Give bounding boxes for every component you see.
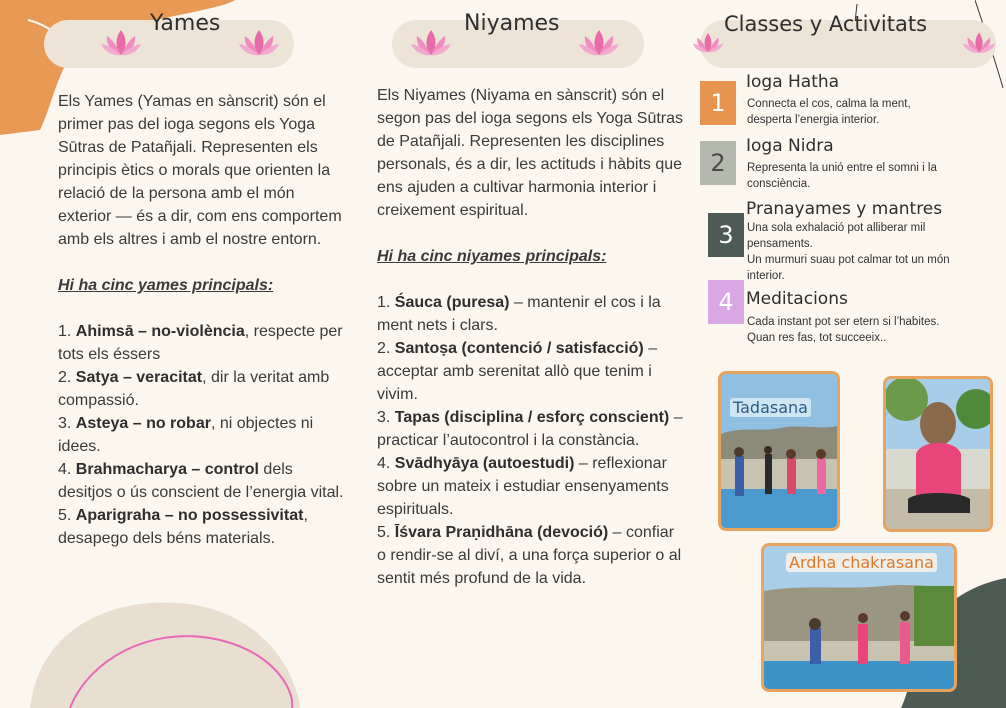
class-description: Representa la unió entre el somni i la consciència. xyxy=(747,162,937,190)
class-title: Meditacions xyxy=(746,289,848,309)
class-number-badge: 4 xyxy=(708,280,744,324)
list-item: 2. Satya – veracitat, dir la veritat amb compassió. xyxy=(58,369,330,409)
niyames-body xyxy=(377,84,683,590)
classes-title: Classes y Activitats xyxy=(724,12,928,36)
list-item: 1. Śauca (puresa) – mantenir el cos i la ment nets i clars. xyxy=(377,294,661,334)
class-number-badge: 2 xyxy=(700,141,736,185)
lotus-icon xyxy=(962,30,996,56)
yames-body xyxy=(58,90,348,550)
class-number-badge: 3 xyxy=(708,213,744,257)
lotus-icon xyxy=(410,28,452,58)
list-item: 3. Asteya – no robar, ni objectes ni idees. xyxy=(58,415,314,455)
niyames-subtitle: Hi ha cinc niyames principals: xyxy=(377,248,607,265)
list-item: 4. Brahmacharya – control dels desitjos o ús conscient de l’energia vital. xyxy=(58,461,344,501)
photo-label-tadasana: Tadasana xyxy=(730,398,811,417)
lotus-icon xyxy=(692,31,724,55)
list-item: 5. Īśvara Praṇidhāna (devoció) – confiar o rendir-se al diví, a una força superior o al sentit més profund de la vida. xyxy=(377,524,682,587)
class-description: Cada instant pot ser etern si l’habites. Quan res fas, tot succeeix.. xyxy=(747,316,940,344)
photo-seated-pose xyxy=(883,376,993,532)
yames-title: Yames xyxy=(150,11,221,36)
list-item: 2. Santoṣa (contenció / satisfacció) – acceptar amb serenitat allò que tenim i vivim. xyxy=(377,340,658,403)
lotus-icon xyxy=(238,28,280,58)
lotus-icon xyxy=(100,28,142,58)
class-description: Una sola exhalació pot alliberar mil pensaments. Un murmuri suau pot calmar tot un món interior. xyxy=(747,222,950,282)
list-item: 1. Ahimsā – no-violència, respecte per tots els éssers xyxy=(58,323,343,363)
list-item: 5. Aparigraha – no possessivitat, desapego dels béns materials. xyxy=(58,507,308,547)
lotus-icon xyxy=(578,28,620,58)
niyames-title: Niyames xyxy=(464,11,560,36)
class-title: Pranayames y mantres xyxy=(746,199,943,219)
yames-intro: Els Yames (Yamas en sànscrit) són el primer pas del ioga segons els Yoga Sūtras de Patañjali. Representen els principis ètics o morals que orienten la relació de la persona amb el món exterior — és a dir, com ens comportem amb els altres i amb el nostre entorn. xyxy=(58,93,342,248)
list-item: 3. Tapas (disciplina / esforç conscient) – practicar l’autocontrol i la constància. xyxy=(377,409,683,449)
list-item: 4. Svādhyāya (autoestudi) – reflexionar sobre un mateix i estudiar ensenyaments espirituals. xyxy=(377,455,669,518)
class-title: Ioga Nidra xyxy=(746,136,834,156)
photo-tadasana xyxy=(718,371,840,531)
class-number-badge: 1 xyxy=(700,81,736,125)
class-description: Connecta el cos, calma la ment, desperta l’energia interior. xyxy=(747,98,911,126)
class-title: Ioga Hatha xyxy=(746,72,840,92)
beige-circle-decoration xyxy=(30,588,310,708)
niyames-intro: Els Niyames (Niyama en sànscrit) són el segon pas del ioga segons els Yoga Sūtras de Patañjali. Representen les disciplines personals, és a dir, les actituds i hàbits que ens ajuden a cultivar harmonia interior i creixement espiritual. xyxy=(377,87,684,219)
yames-subtitle: Hi ha cinc yames principals: xyxy=(58,277,274,294)
photo-label-ardha-chakrasana: Ardha chakrasana xyxy=(786,553,937,572)
